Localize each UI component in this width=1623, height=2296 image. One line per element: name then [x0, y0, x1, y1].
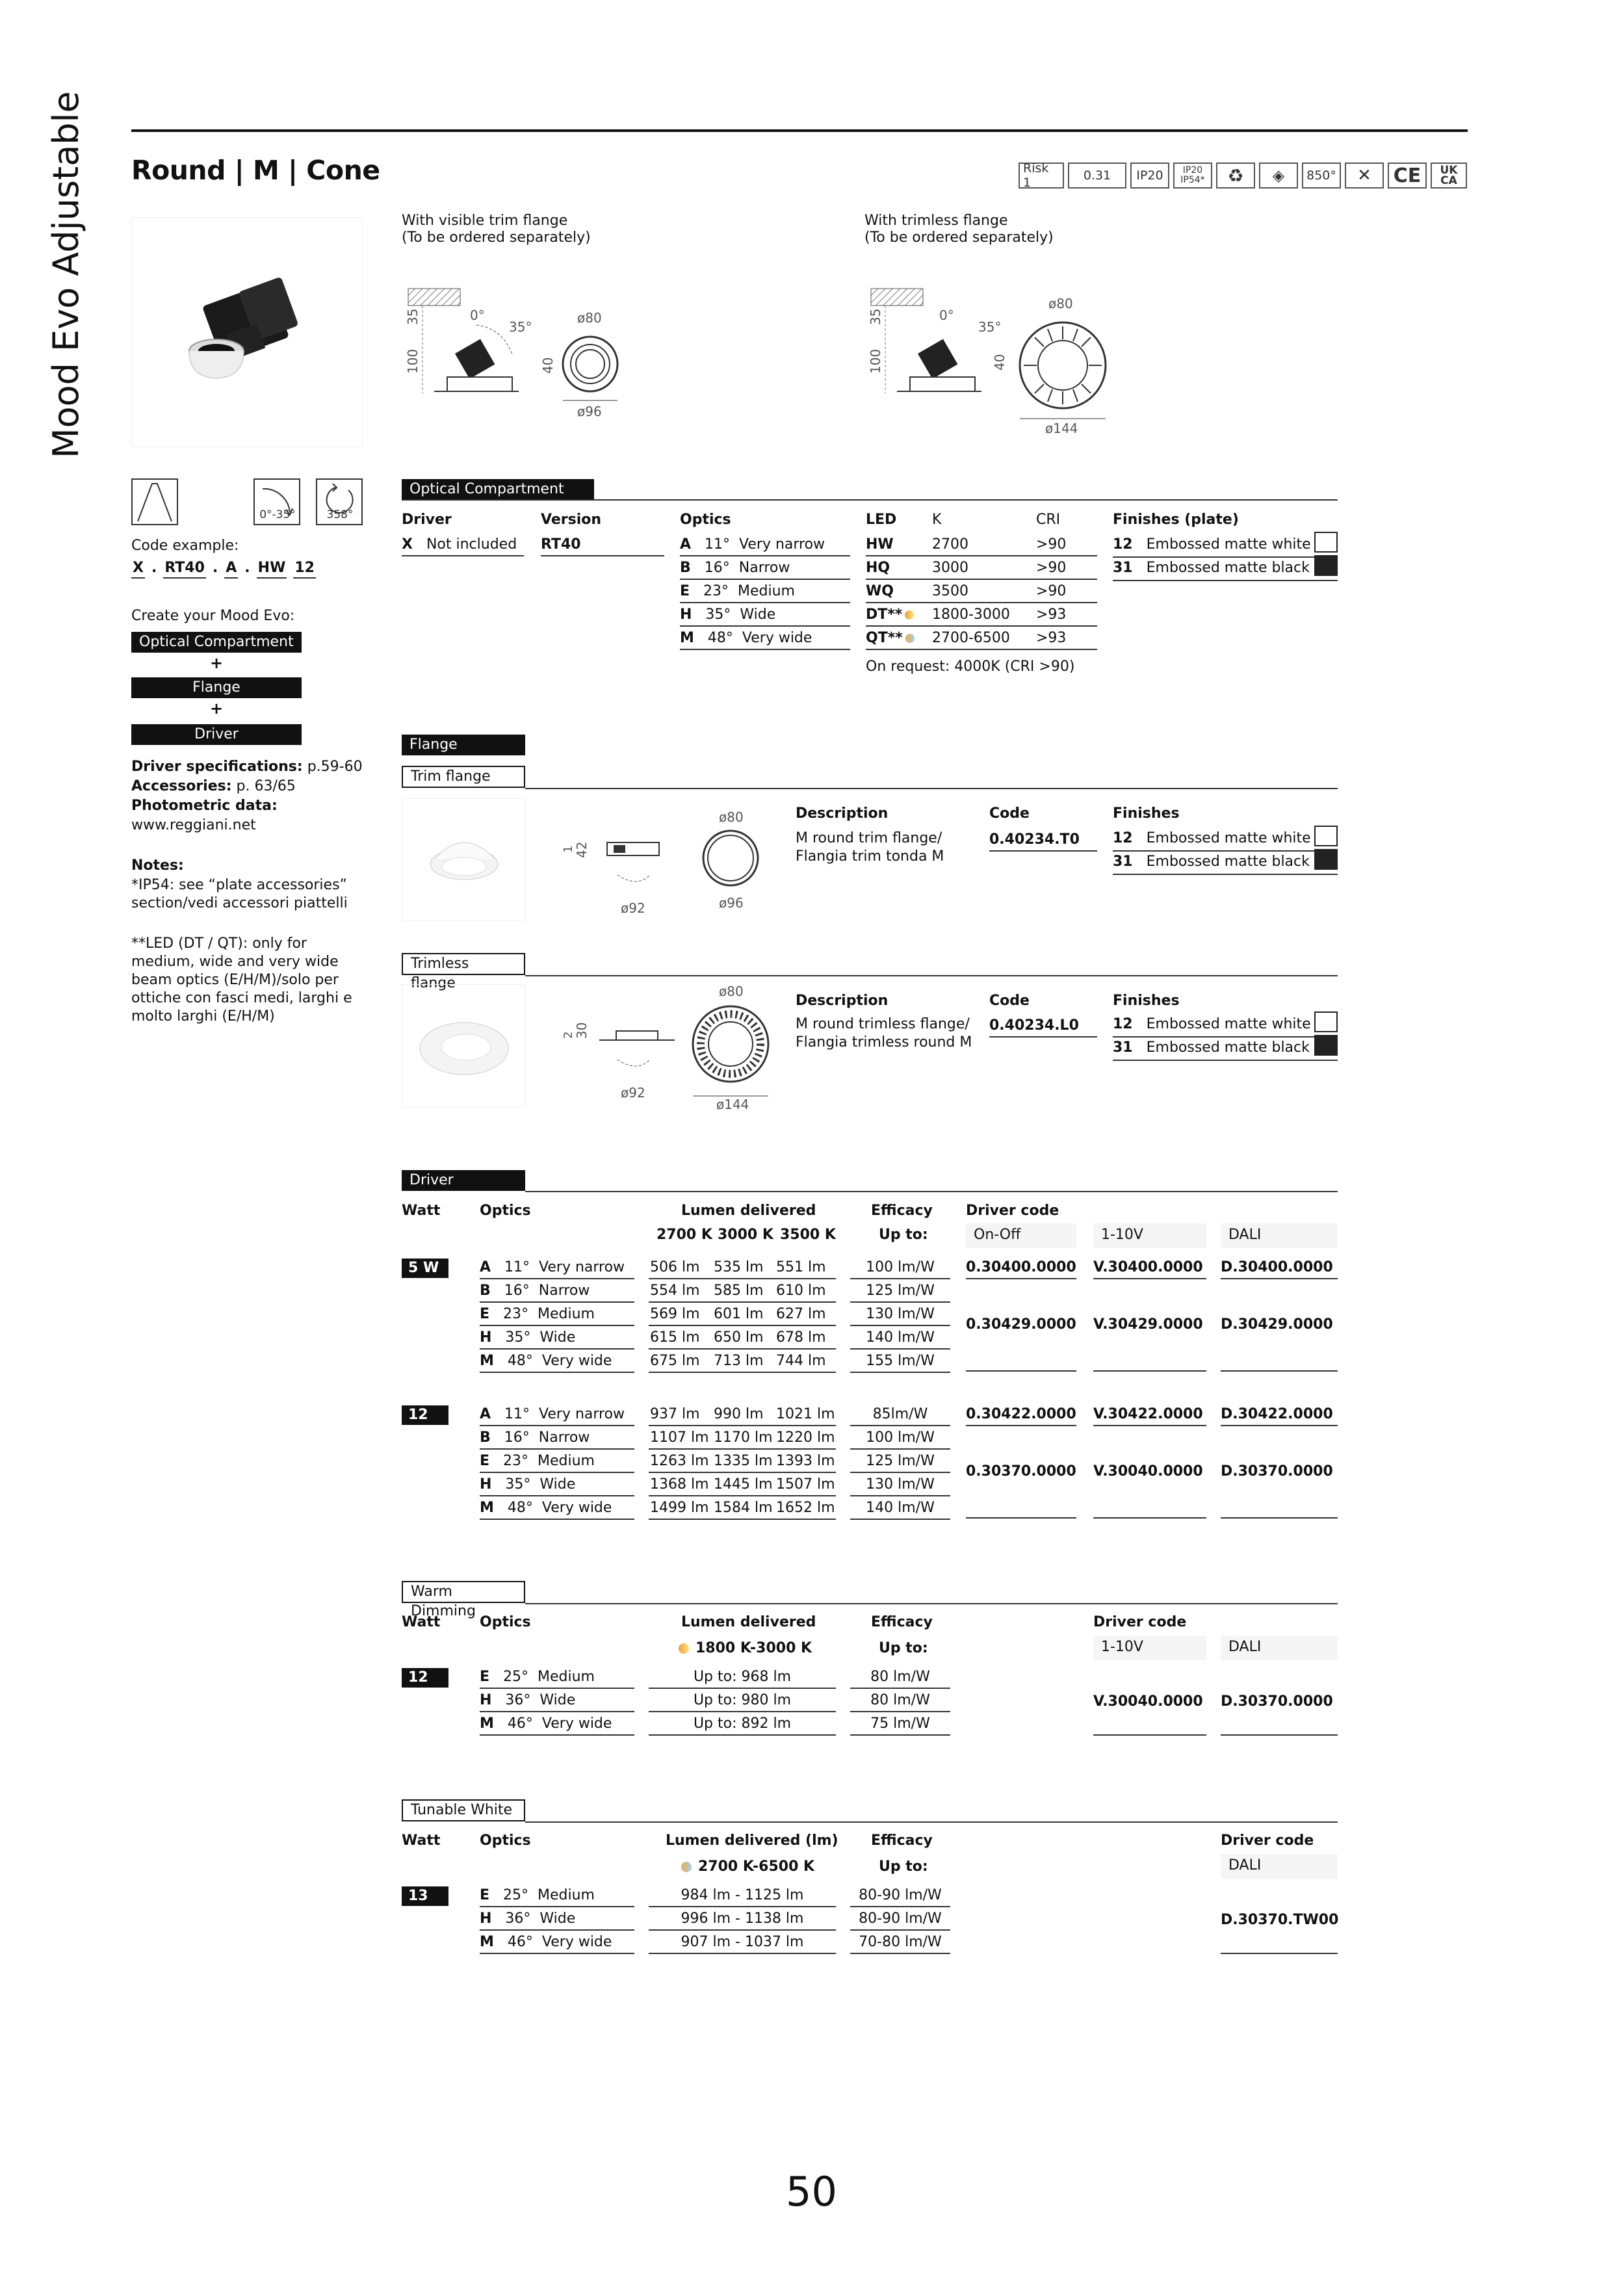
tunable-rule [525, 1821, 1338, 1823]
driver-optic-row: A 11° Very narrow [480, 1259, 634, 1279]
driver-efficacy: 85lm/W [850, 1405, 950, 1426]
trim-desc-1: M round trim flange/ [796, 830, 942, 846]
risk-icon: Risk 1 [1019, 163, 1064, 189]
svg-text:35: 35 [868, 308, 883, 325]
tunable-optic-row: H 36° Wide [480, 1910, 634, 1931]
driver-efficacy: 155 lm/W [850, 1352, 950, 1373]
warm-watt: 12 W [402, 1668, 448, 1688]
driver-efficacy: 125 lm/W [850, 1452, 950, 1473]
trimless-desc-h: Description [796, 993, 889, 1009]
drv-optics-h: Optics [480, 1203, 531, 1219]
optical-led-row: QT** 2700-6500 >93 [866, 629, 1097, 650]
svg-text:40: 40 [992, 354, 1007, 371]
driver-efficacy: 140 lm/W [850, 1329, 950, 1350]
driver-code-2: V.30040.0000 [1093, 1463, 1203, 1480]
driver-lumen-row: 1107 lm 1170 lm 1220 lm [649, 1429, 836, 1450]
flange-heading: Flange [402, 735, 525, 755]
tw-range: 2700 K-6500 K [681, 1858, 814, 1876]
driver-optic-row: B 16° Narrow [480, 1429, 634, 1450]
warm-code-0: V.30040.0000 [1093, 1693, 1203, 1710]
driver-efficacy: 140 lm/W [850, 1499, 950, 1520]
warm-eff-sub: Up to: [879, 1640, 928, 1656]
optical-heading: Optical Compartment [402, 479, 594, 500]
svg-text:0°: 0° [939, 307, 954, 323]
driver-code-2: 0.30429.0000 [966, 1316, 1076, 1333]
driver-code-rule [1221, 1370, 1338, 1372]
driver-code-1: D.30400.0000 [1221, 1259, 1338, 1279]
svg-text:ø144: ø144 [716, 1097, 749, 1112]
opt-cri-h: CRI [1036, 512, 1061, 528]
note-2: **LED (DT / QT): only for medium, wide and very wide beam optics (E/H/M)/solo per ottiche con fasci medi, larghi e molto larghi (E/H/M) [131, 935, 352, 1024]
driver-spec: Driver specifications: p.59-60 [131, 759, 363, 775]
tunable-efficacy: 80-90 lm/W [850, 1910, 950, 1931]
tw-code-col: DALI [1221, 1854, 1338, 1879]
trimless-desc-2: Flangia trimless round M [796, 1034, 972, 1050]
trim-caption-1: With visible trim flange [402, 213, 568, 229]
trim-caption-2: (To be ordered separately) [402, 229, 591, 246]
driver-efficacy: 130 lm/W [850, 1305, 950, 1326]
warm-eff-h: Efficacy [871, 1614, 933, 1630]
driver-optic-row: M 48° Very wide [480, 1352, 634, 1373]
drv-code-h: Driver code [966, 1203, 1059, 1219]
page-number: 50 [786, 2168, 837, 2215]
warm-code-h: Driver code [1093, 1614, 1187, 1630]
trimless-flange-drawing [560, 984, 788, 1114]
cone-icon [131, 478, 178, 525]
create-label: Create your Mood Evo: [131, 608, 295, 624]
driver-lumen-row: 615 lm 650 lm 678 lm [649, 1329, 836, 1350]
trimless-caption-2: (To be ordered separately) [864, 229, 1054, 246]
opt-driver-row: X Not included [402, 536, 524, 556]
drv-eff-sub: Up to: [879, 1227, 928, 1243]
drv-k-1: 3000 K [718, 1227, 773, 1243]
svg-text:ø144: ø144 [1045, 421, 1078, 436]
drv-lumen-h: Lumen delivered [681, 1203, 816, 1219]
driver-efficacy: 100 lm/W [850, 1429, 950, 1450]
trim-finishes-h: Finishes [1113, 805, 1180, 822]
trimless-drawing [864, 280, 1124, 436]
optical-optic-row: H 35° Wide [680, 606, 850, 627]
finish-row: 31 Embossed matte black [1113, 1039, 1338, 1061]
drv-code-col-1: 1-10V [1093, 1223, 1206, 1248]
driver-lumen-row: 569 lm 601 lm 627 lm [649, 1305, 836, 1326]
certification-icons [1019, 163, 1467, 189]
trimless-finishes-h: Finishes [1113, 993, 1180, 1009]
warm-optic-row: M 46° Very wide [480, 1715, 634, 1736]
step-plus-1: + [209, 654, 224, 672]
power-icon: 0.31 [1068, 163, 1126, 189]
drv-code-col-0: On-Off [966, 1223, 1076, 1248]
driver-code-1: D.30422.0000 [1221, 1405, 1338, 1426]
warm-efficacy: 80 lm/W [850, 1668, 950, 1689]
tunable-optic-row: E 25° Medium [480, 1886, 634, 1907]
svg-text:ø92: ø92 [621, 1085, 645, 1101]
trimless-code: 0.40234.L0 [989, 1017, 1097, 1037]
tilt-label: 0°-35° [259, 508, 296, 521]
optical-led-row: HW 2700 >90 [866, 536, 1097, 556]
trimless-rule [525, 975, 1338, 976]
trimless-flange-image [402, 984, 525, 1108]
driver-code-1: 0.30400.0000 [966, 1259, 1076, 1279]
dim-40: 40 [540, 357, 556, 374]
step-flange: Flange [131, 677, 302, 698]
tw-lumen-h: Lumen delivered (lm) [666, 1833, 838, 1849]
driver-lumen-row: 1263 lm 1335 lm 1393 lm [649, 1452, 836, 1473]
opt-finishes-h: Finishes (plate) [1113, 512, 1239, 528]
driver-optic-row: H 35° Wide [480, 1476, 634, 1496]
warm-code-rule-1 [1221, 1734, 1338, 1736]
driver-lumen-row: 506 lm 535 lm 551 lm [649, 1259, 836, 1279]
tw-code: D.30370.TW00 [1221, 1912, 1339, 1928]
driver-code-2: D.30429.0000 [1221, 1316, 1333, 1333]
opt-k-h: K [932, 512, 942, 528]
driver-lumen-row: 554 lm 585 lm 610 lm [649, 1282, 836, 1303]
svg-text:ø80: ø80 [719, 809, 744, 825]
finish-row: 31 Embossed matte black [1113, 853, 1338, 875]
class-iii-icon: ◈ [1259, 163, 1298, 189]
driver-code-rule [1093, 1370, 1206, 1372]
trim-code-h: Code [989, 805, 1030, 822]
opt-version-row: RT40 [541, 536, 664, 556]
drv-code-col-2: DALI [1221, 1223, 1338, 1248]
optical-led-row: HQ 3000 >90 [866, 559, 1097, 580]
optical-led-row: WQ 3500 >90 [866, 582, 1097, 603]
tunable-efficacy: 80-90 lm/W [850, 1886, 950, 1907]
optical-optic-row: E 23° Medium [680, 582, 850, 603]
svg-text:42: 42 [574, 841, 590, 858]
svg-text:30: 30 [574, 1022, 590, 1039]
tw-watt-h: Watt [402, 1833, 441, 1849]
trimless-desc-1: M round trimless flange/ [796, 1016, 970, 1032]
trimless-flange-tab: Trimless flange [402, 953, 525, 975]
driver-watt: 12 W [402, 1405, 448, 1425]
warm-optics-h: Optics [480, 1614, 531, 1630]
dim-80: ø80 [577, 310, 602, 326]
warm-lumen: Up to: 980 lm [649, 1691, 836, 1712]
trim-rule [525, 788, 1338, 789]
svg-text:1: 1 [562, 845, 575, 853]
svg-text:ø80: ø80 [1048, 296, 1073, 311]
driver-code-rule [966, 1370, 1076, 1372]
trim-flange-tab: Trim flange [402, 766, 525, 788]
warm-lumen-h: Lumen delivered [681, 1614, 816, 1630]
product-title: Round | M | Cone [131, 155, 380, 186]
trimless-code-h: Code [989, 993, 1030, 1009]
svg-text:100: 100 [868, 348, 883, 374]
opt-driver-h: Driver [402, 512, 452, 528]
driver-efficacy: 130 lm/W [850, 1476, 950, 1496]
trimless-caption-1: With trimless flange [864, 213, 1008, 229]
driver-rule [525, 1191, 1338, 1192]
tw-watt: 13 W [402, 1886, 448, 1906]
step-plus-2: + [209, 699, 224, 718]
code-example-label: Code example: [131, 538, 239, 554]
finish-row: 31 Embossed matte black [1113, 559, 1338, 581]
driver-heading: Driver [402, 1170, 525, 1191]
temperature-icon: 850° [1302, 163, 1341, 189]
tw-eff-h: Efficacy [871, 1833, 933, 1849]
opt-led-h: LED [866, 512, 897, 528]
black-swatch [1314, 1035, 1338, 1056]
tunable-heading: Tunable White [402, 1799, 525, 1821]
code-example: X . RT40 . A . HW 12 [131, 559, 316, 579]
ukca-icon: UK CA [1431, 163, 1467, 189]
finish-row: 12 Embossed matte white [1113, 536, 1338, 558]
white-swatch [1314, 826, 1338, 846]
step-driver: Driver [131, 724, 302, 745]
driver-code-2: V.30429.0000 [1093, 1316, 1203, 1333]
driver-code-rule [1093, 1517, 1206, 1519]
drv-k-0: 2700 K [656, 1227, 712, 1243]
tunable-optic-row: M 46° Very wide [480, 1933, 634, 1954]
product-image [131, 217, 363, 447]
warm-lumen: Up to: 892 lm [649, 1715, 836, 1736]
trim-code: 0.40234.T0 [989, 831, 1097, 852]
warm-code-col-0: 1-10V [1093, 1636, 1206, 1660]
tunable-lumen: 996 lm - 1138 lm [649, 1910, 836, 1931]
driver-optic-row: H 35° Wide [480, 1329, 634, 1350]
warm-efficacy: 80 lm/W [850, 1691, 950, 1712]
tw-eff-sub: Up to: [879, 1859, 928, 1875]
finish-row: 12 Embossed matte white [1113, 1015, 1338, 1037]
tw-code-rule [1221, 1953, 1338, 1954]
svg-text:ø92: ø92 [621, 900, 645, 916]
driver-code-rule [1221, 1517, 1338, 1519]
drv-eff-h: Efficacy [871, 1203, 933, 1219]
opt-optics-h: Optics [680, 512, 731, 528]
driver-code-2: D.30370.0000 [1221, 1463, 1333, 1480]
warm-dim-icon [905, 610, 914, 620]
dim-0deg: 0° [470, 307, 485, 323]
optical-optic-row: B 16° Narrow [680, 559, 850, 580]
svg-text:ø80: ø80 [719, 984, 744, 999]
warm-efficacy: 75 lm/W [850, 1715, 950, 1736]
warm-range: 1800 K-3000 K [679, 1639, 812, 1658]
warm-code-1: D.30370.0000 [1221, 1693, 1333, 1710]
driver-lumen-row: 937 lm 990 lm 1021 lm [649, 1405, 836, 1426]
trim-flange-image [402, 798, 525, 920]
driver-watt: 5 W [402, 1259, 448, 1278]
driver-code-1: V.30400.0000 [1093, 1259, 1206, 1279]
warm-optic-row: E 25° Medium [480, 1668, 634, 1689]
rotate-label: 358° [326, 508, 354, 521]
driver-efficacy: 125 lm/W [850, 1282, 950, 1303]
finish-row: 12 Embossed matte white [1113, 829, 1338, 852]
driver-lumen-row: 675 lm 713 lm 744 lm [649, 1352, 836, 1373]
black-swatch [1314, 555, 1338, 576]
notes-label: Notes: [131, 857, 184, 874]
recycle-icon: ♻ [1216, 163, 1255, 189]
tunable-lumen: 907 lm - 1037 lm [649, 1933, 836, 1954]
warm-heading: Warm Dimming [402, 1581, 525, 1603]
svg-text:35°: 35° [978, 319, 1002, 335]
dim-100: 100 [405, 348, 421, 374]
driver-optic-row: A 11° Very narrow [480, 1405, 634, 1426]
side-title: Mood Evo Adjustable [45, 91, 86, 458]
driver-code-1: V.30422.0000 [1093, 1405, 1206, 1426]
trim-desc-2: Flangia trim tonda M [796, 848, 944, 865]
dim-35deg: 35° [509, 319, 532, 335]
tunable-efficacy: 70-80 lm/W [850, 1933, 950, 1954]
trim-drawing [402, 280, 636, 429]
top-rule [131, 129, 1468, 132]
driver-code-2: 0.30370.0000 [966, 1463, 1076, 1480]
white-swatch [1314, 532, 1338, 553]
optical-led-row: DT** 1800-3000 >93 [866, 606, 1097, 627]
ip54-icon: IP20 IP54* [1173, 163, 1212, 189]
driver-optic-row: E 23° Medium [480, 1305, 634, 1326]
drv-watt-h: Watt [402, 1203, 441, 1219]
black-swatch [1314, 849, 1338, 870]
svg-text:2: 2 [562, 1031, 575, 1039]
accessories: Accessories: p. 63/65 [131, 778, 296, 794]
opt-version-h: Version [541, 512, 602, 528]
tw-code-h: Driver code [1221, 1833, 1314, 1849]
driver-code-1: 0.30422.0000 [966, 1405, 1076, 1426]
tw-optics-h: Optics [480, 1833, 531, 1849]
note-1: *IP54: see “plate accessories” section/vedi accessori piattelli [131, 877, 348, 911]
drv-k-2: 3500 K [780, 1227, 836, 1243]
warm-dim-icon [679, 1643, 689, 1654]
on-request: On request: 4000K (CRI >90) [866, 659, 1075, 675]
warm-code-col-1: DALI [1221, 1636, 1338, 1660]
driver-efficacy: 100 lm/W [850, 1259, 950, 1279]
no-cover-icon: ✕ [1345, 163, 1384, 189]
warm-lumen: Up to: 968 lm [649, 1668, 836, 1689]
website-link[interactable]: www.reggiani.net [131, 817, 256, 833]
dim-96: ø96 [577, 404, 602, 419]
warm-watt-h: Watt [402, 1614, 441, 1630]
trim-flange-drawing [560, 803, 788, 920]
warm-rule [525, 1603, 1338, 1604]
tunable-white-icon [681, 1862, 692, 1872]
driver-optic-row: E 23° Medium [480, 1452, 634, 1473]
driver-lumen-row: 1499 lm 1584 lm 1652 lm [649, 1499, 836, 1520]
driver-optic-row: B 16° Narrow [480, 1282, 634, 1303]
step-optical: Optical Compartment [131, 632, 302, 653]
tunable-lumen: 984 lm - 1125 lm [649, 1886, 836, 1907]
driver-lumen-row: 1368 lm 1445 lm 1507 lm [649, 1476, 836, 1496]
driver-optic-row: M 48° Very wide [480, 1499, 634, 1520]
warm-optic-row: H 36° Wide [480, 1691, 634, 1712]
white-swatch [1314, 1011, 1338, 1032]
trim-desc-h: Description [796, 805, 889, 822]
optical-rule [402, 499, 1338, 501]
svg-text:ø96: ø96 [719, 895, 744, 911]
tunable-white-icon [905, 634, 915, 643]
warm-code-rule-0 [1093, 1734, 1206, 1736]
ce-icon: CE [1388, 163, 1427, 189]
ip20-icon: IP20 [1130, 163, 1169, 189]
dim-35: 35 [405, 308, 421, 325]
photometric-label: Photometric data: [131, 798, 278, 814]
optical-optic-row: M 48° Very wide [680, 629, 850, 650]
optical-optic-row: A 11° Very narrow [680, 536, 850, 556]
driver-code-rule [966, 1517, 1076, 1519]
